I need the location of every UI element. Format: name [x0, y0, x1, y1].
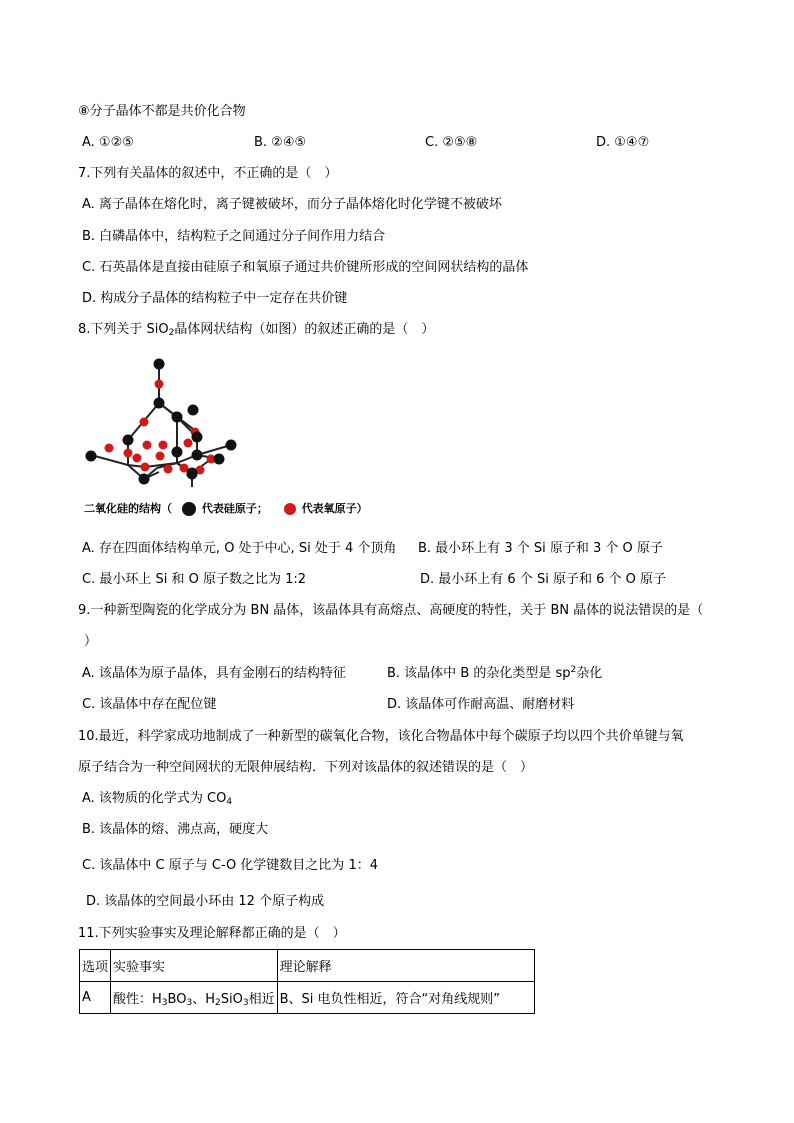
q10-option-a-subscript: 4 [226, 797, 233, 807]
q11-stem: 11.下列实验事实及理论解释都正确的是（ ） [78, 926, 346, 941]
q8-option-c: C. 最小环上 Si 和 O 原子数之比为 1:2 [82, 572, 307, 587]
silicon-atom [188, 405, 199, 416]
q8-stem-post: 晶体网状结构（如图）的叙述正确的是（ ） [174, 322, 435, 337]
q9-option-b-superscript: 2 [570, 665, 577, 675]
oxygen-atom [164, 465, 173, 474]
legend-prefix: 二氧化硅的结构（ [84, 502, 172, 515]
fact-subscript: 3 [161, 998, 168, 1008]
oxygen-atom [156, 452, 165, 461]
q9-stem-line2: ） [84, 634, 98, 649]
table-row [80, 982, 535, 1014]
legend-silicon-label: 代表硅原子； [201, 502, 268, 515]
q7-option-d: D. 构成分子晶体的结构粒子中一定存在共价键 [82, 291, 348, 306]
q7-option-c: C. 石英晶体是直接由硅原子和氧原子通过共价键所形成的空间网状结构的晶体 [82, 260, 529, 275]
oxygen-atom [105, 444, 114, 453]
q10-option-c: C. 该晶体中 C 原子与 C-O 化学键数目之比为 1：4 [82, 858, 378, 873]
oxygen-atom [141, 463, 150, 472]
q10-option-a-pre: A. 该物质的化学式为 CO [82, 791, 227, 806]
legend-oxygen-label: 代表氧原子） [301, 502, 368, 515]
silicon-atom [86, 451, 97, 462]
q9-option-b-pre: B. 该晶体中 B 的杂化类型是 sp [387, 666, 571, 681]
q6-option-a: A. ①②⑤ [82, 135, 134, 150]
q8-stem-pre: 8.下列关于 SiO [78, 322, 169, 337]
q10-stem-line1: 10.最近，科学家成功地制成了一种新型的碳氧化合物，该化合物晶体中每个碳原子均以四个共价单键与氧 [78, 729, 684, 744]
silicon-atom [192, 432, 203, 443]
q10-stem-line2: 原子结合为一种空间网状的无限伸展结构．下列对该晶体的叙述错误的是（ ） [78, 760, 534, 775]
q8-stem-subscript: 2 [168, 328, 175, 338]
fact-text: 相近 [248, 992, 275, 1007]
silicon-atom [226, 440, 237, 451]
fact-text: SiO [220, 992, 243, 1007]
header-explanation: 理论解释 [277, 950, 534, 982]
fact-subscript: 3 [242, 998, 249, 1008]
q9-option-d: D. 该晶体可作耐高温、耐磨材料 [387, 697, 575, 712]
silicon-legend-swatch [182, 502, 196, 516]
oxygen-atom [124, 449, 133, 458]
row-fact [111, 982, 278, 1014]
fact-subscript: 3 [186, 998, 193, 1008]
q7-stem: 7.下列有关晶体的叙述中，不正确的是（ ） [78, 166, 338, 181]
q6-option-b: B. ②④⑤ [254, 135, 307, 150]
silicon-atom [187, 469, 198, 480]
q8-option-b: B. 最小环上有 3 个 Si 原子和 3 个 O 原子 [418, 541, 663, 556]
figure-legend [84, 500, 368, 518]
q11-table [79, 949, 535, 1014]
fact-subscript: 2 [214, 998, 221, 1008]
silicon-atom [192, 450, 203, 461]
oxygen-atom [140, 418, 149, 427]
q7-option-b: B. 白磷晶体中，结构粒子之间通过分子间作用力结合 [82, 229, 386, 244]
silicon-atom [214, 454, 225, 465]
oxygen-legend-swatch [284, 503, 296, 515]
oxygen-atom [133, 454, 142, 463]
silicon-atom [172, 412, 183, 423]
q6-option-c: C. ②⑤⑧ [425, 135, 478, 150]
q10-option-b: B. 该晶体的熔、沸点高，硬度大 [82, 822, 269, 837]
item-8: ⑧分子晶体不都是共价化合物 [78, 104, 246, 119]
oxygen-atom [143, 441, 152, 450]
fact-text: BO [167, 992, 187, 1007]
fact-text: 酸性：H [113, 992, 162, 1007]
table-header-row [80, 950, 535, 982]
q9-stem-line1: 9.一种新型陶瓷的化学成分为 BN 晶体，该晶体具有高熔点、高硬度的特性，关于 BN 晶体的说法错误的是（ [78, 603, 704, 618]
q8-stem [78, 321, 434, 339]
sio2-structure-figure [80, 355, 250, 490]
q9-option-a: A. 该晶体为原子晶体，具有金刚石的结构特征 [82, 666, 346, 681]
fact-text: 、H [192, 992, 215, 1007]
oxygen-atom [159, 441, 168, 450]
q6-option-d: D. ①④⑦ [596, 135, 650, 150]
silicon-atom [172, 447, 183, 458]
oxygen-atom [155, 380, 164, 389]
silicon-atom [139, 474, 150, 485]
q7-option-a: A. 离子晶体在熔化时，离子键被破坏，而分子晶体熔化时化学键不被破坏 [82, 197, 502, 212]
q9-option-c: C. 该晶体中存在配位键 [82, 697, 217, 712]
silicon-atom [154, 398, 165, 409]
q10-option-a [82, 790, 232, 808]
row-explanation: B、Si 电负性相近，符合“对角线规则” [277, 982, 534, 1014]
header-fact: 实验事实 [111, 950, 278, 982]
header-option: 选项 [80, 950, 111, 982]
silicon-atom [123, 435, 134, 446]
row-label: A [80, 982, 111, 1014]
q8-option-d: D. 最小环上有 6 个 Si 原子和 6 个 O 原子 [420, 572, 666, 587]
q9-option-b [387, 665, 602, 683]
q9-option-b-post: 杂化 [576, 666, 603, 681]
silicon-atom [154, 359, 165, 370]
q10-option-d: D. 该晶体的空间最小环由 12 个原子构成 [86, 894, 325, 909]
oxygen-atom [184, 439, 193, 448]
q8-option-a: A. 存在四面体结构单元, O 处于中心, Si 处于 4 个顶角 [82, 541, 397, 556]
